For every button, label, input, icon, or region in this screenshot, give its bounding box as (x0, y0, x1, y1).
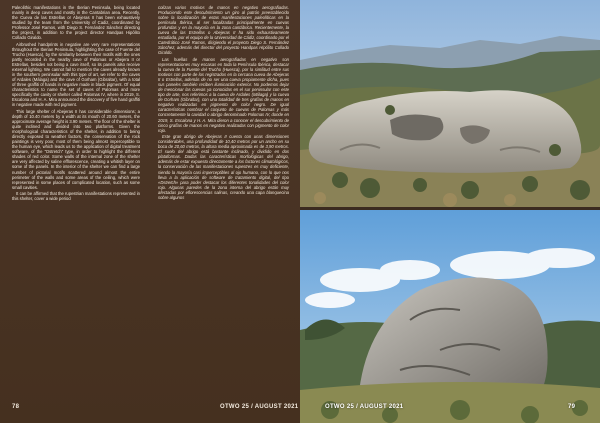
left-paragraph-4: It can be affirmed that the rupestrian manifestations represented in this shelter, cover a wide period (12, 191, 140, 202)
left-page-text-column (12, 5, 140, 203)
left-paragraph-1: Paleolithic manifestations in the Iberian Peninsula, being located mainly in deep caves and mostly in the Cantabrian area. Recently, the Cueva de las Estrellas or Abejeras II has been exhaustively studied by the team from the University of Cadiz, coordinated by Professor José Ramos, with Diego S. Fernández Sánchez directing the project, in addition to the project director Handpas Hipólito Collado Giraldo. (12, 5, 140, 41)
right-page (300, 0, 600, 423)
page-number-right: 79 (568, 404, 576, 410)
right-text-column (158, 5, 289, 201)
rock-outcrop-photo (300, 210, 600, 423)
landscape-photo-art (300, 0, 600, 207)
issue-label-left: OTWO 25 / AUGUST 2021 (220, 404, 299, 410)
left-paragraph-3: This large shelter of Abejeras II has considerable dimensions; a depth of 10.40 meters by a width at its mouth of 20.60 meters, the approximate average height is 3.90 meters. The floor of the shelter is quite inclined and divided into two platforms. Given the morphological characteristics of the shelter, in addition to being directly exposed to weather factors, the conservation of the rock paintings is very poor, most of them being almost imperceptible to the human eye, which leads us to the application of digital treatment software, of the "Dstretch" type, in order to highlight the different shades of red color. Some walls of the internal zone of the shelter are very affected by saline efflorescence, creating a whitish layer on some of the panels. In the interior of the shelter we can find a large number of pictorial motifs scattered around almost the entire perimeter of the walls and some areas of the ceiling, which were represented in some places of complicated location, such as some small cavities. (12, 108, 140, 190)
page-number-left: 78 (12, 404, 20, 410)
left-paragraph-2: Airbrushed handprints in negative are very rare representations throughout the Iberian Peninsula, highlighting the case of Fuente del Trucho (Huesca), by the similarity between their motifs with the ones partly recorded in the nearby cave of Palomas or Abejera II or Estrellas, besides not being a cave itself, so its panels also receive external lighting. We cannot fail to mention the caves already known in the southern peninsular with this type of art, we refer to the caves of Ardales (Málaga) and the cave of Gorham (Gibraltar), with a total of three graffiti of hands in negative made in black pigment. Of equal characteristics to name the set of caves of Palomas and more specifically the cavity or shelter called Palomas IV, where in 2019, S. Escalona and H. A. Mira announced the discovery of five hand graffiti in negative made with red pigment. (12, 41, 140, 108)
outcrop-photo-art (300, 210, 600, 423)
landscape-rock-shelter-photo (300, 0, 600, 207)
right-paragraph-3: Este gran abrigo de Abejeras II cuenta con unas dimensiones considerables, una profundidad de 10,40 metros por un ancho en su boca de 20,60 metros, la altura media aproximada es de 3,90 metros. El suelo del abrigo está bastante inclinado, y dividido en dos plataformas. Dadas las características morfológicas del abrigo, además de estar expuesto directamente a los factores climatológicos, la conservación de las manifestaciones rupestres es muy deficiente, siendo la mayoría casi imperceptibles al ojo humano, con lo que nos lleva a la aplicación de software de tratamiento digital, del tipo «Dstretch» para poder destacar los diferentes tonalidades del color rojo. Algunas paredes de la zona interna del abrigo están muy afectadas por eflorescencias salinas, creando una capa blanquecina sobre algunos (158, 134, 289, 200)
issue-label-right: OTWO 25 / AUGUST 2021 (325, 404, 404, 410)
right-paragraph-2: Las huellas de manos aerografiadas en negativo son representaciones muy escasas en toda la Península Ibérica, destacar la cueva de la Fuente del Trucho (Huesca), por la similitud entre sus motivos con parte de los registrados en la cercana cueva de Abejeras II o Estrellas, además de no ser una cueva propiamente dicha, pues sus paneles también reciben iluminación exterior. No podemos dejar de mencionar las cuevas ya conocidas en el sur peninsular con este tipo de arte, nos referimos a la cueva de Ardales (Málaga) y la cueva de Gorham (Gibraltar), con una totalidad de tres grafías de manos en negativo realizadas en pigmento de color negro. De igual características nombrar el conjunto de cuevas de Palomas y más concretamente la cavidad o abrigo denominado Palomas IV, donde en 2019, S. Escalona y H. A. Mira dieron a conocer el descubrimiento de cinco grafías de manos en negativo realizadas con pigmento de color rojo. (158, 56, 289, 133)
right-paragraph-1: colizan varios motivos de manos en negativo aerografiadas. Produciendo este descubrimiento un giro al patrón preestablecido sobre la localización de estas manifestaciones paleolíticas en la península Ibérica, al ser localizadas principalmente en cuevas profundas y en la mayoría en la zona cantábrica. Recientemente, la cueva de las Estrellas o Abejeras II ha sido exhaustivamente estudiada, por el equipo de la Universidad de Cádiz, coordinado por el Catedrático José Ramos, dirigiendo el proyecto Diego S. Fernández Sánchez, además del director del proyecto Handpas Hipólito Collado Giraldo. (158, 5, 289, 56)
